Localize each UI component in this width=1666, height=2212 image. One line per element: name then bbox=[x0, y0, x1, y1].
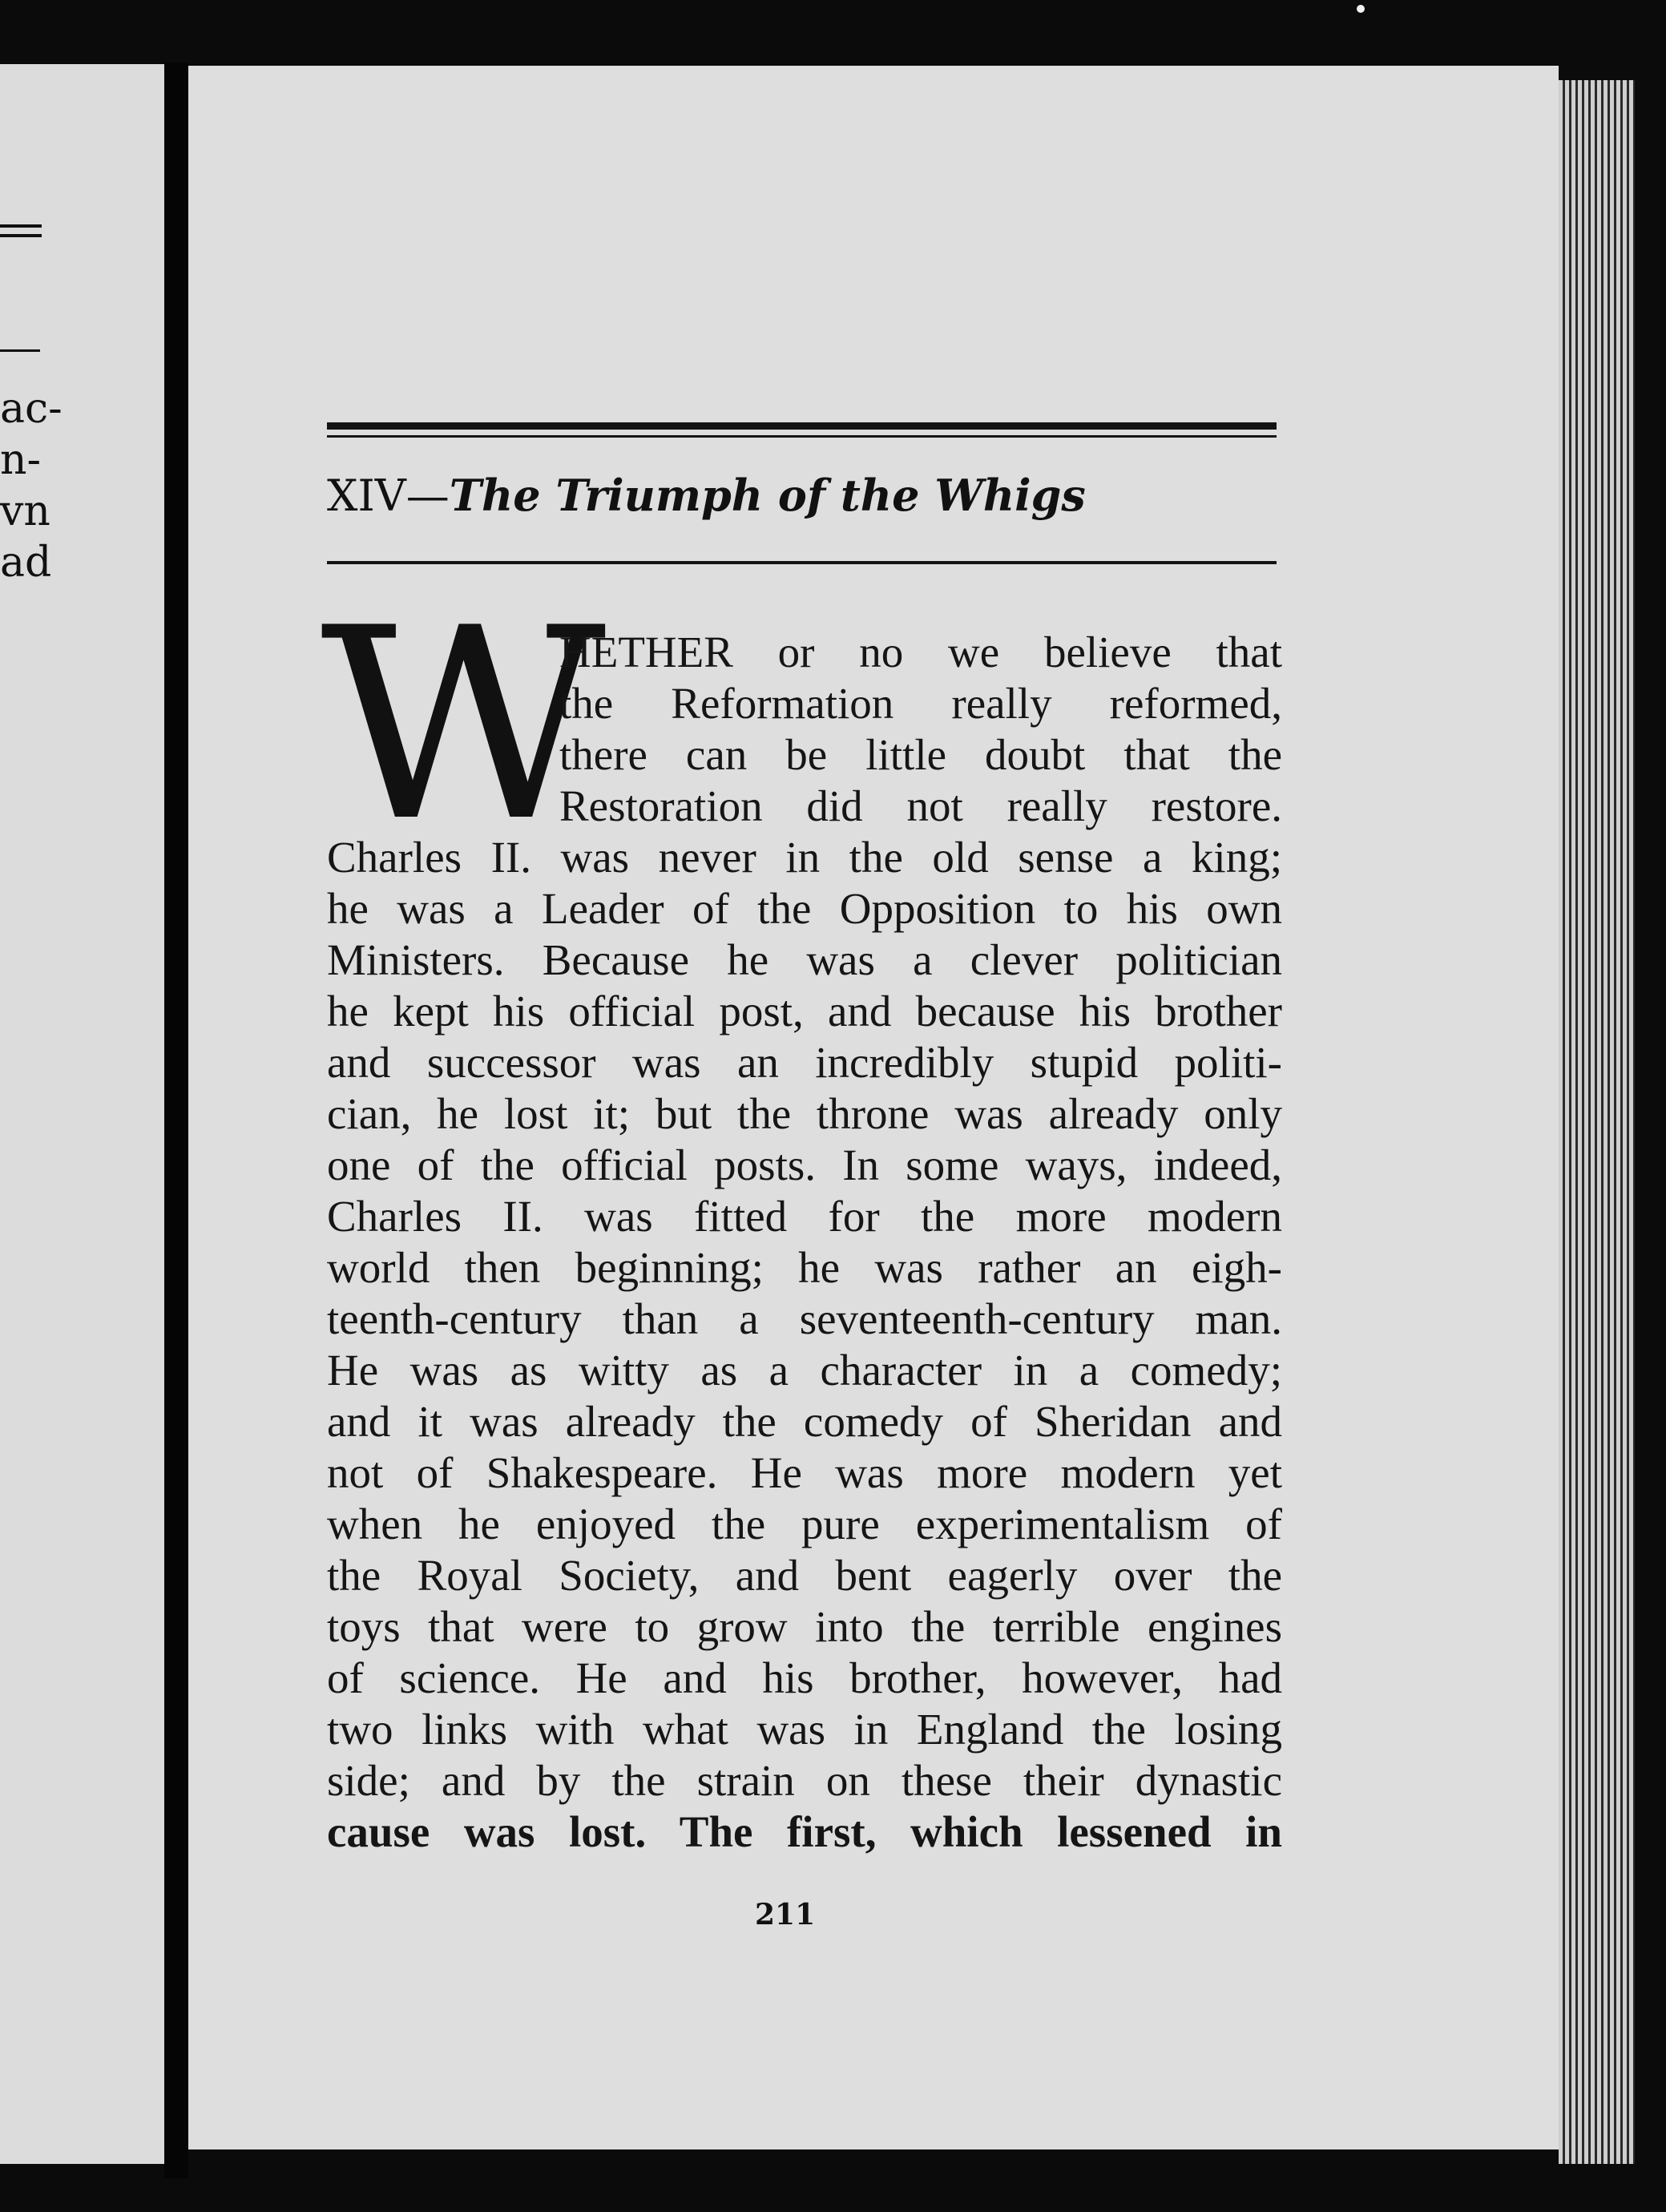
text-line: Restoration did not really restore. bbox=[559, 781, 1282, 830]
heading-underline-rule bbox=[327, 561, 1277, 564]
left-page-rule bbox=[0, 349, 40, 352]
text-line: cian, he lost it; but the throne was already only bbox=[327, 1089, 1282, 1138]
left-fragment: ac- bbox=[0, 385, 63, 433]
text-line: He was as witty as a character in a comedy; bbox=[327, 1346, 1282, 1395]
left-page-text-fragments bbox=[0, 383, 63, 588]
text-line: he was a Leader of the Opposition to his own bbox=[327, 884, 1282, 933]
page-edge-stack bbox=[1559, 80, 1635, 2164]
text-line: and successor was an incredibly stupid politi- bbox=[327, 1038, 1282, 1087]
page-number: 211 bbox=[755, 1898, 816, 1931]
chapter-separator: — bbox=[405, 470, 450, 521]
chapter-heading bbox=[327, 463, 1086, 528]
text-line: when he enjoyed the pure experimentalism of bbox=[327, 1500, 1282, 1548]
text-line: the Reformation really reformed, bbox=[559, 679, 1282, 728]
left-fragment: n- bbox=[0, 436, 42, 484]
text-line: not of Shakespeare. He was more modern yet bbox=[327, 1448, 1282, 1497]
text-line: toys that were to grow into the terrible engines bbox=[327, 1602, 1282, 1651]
chapter-title: The Triumph of the Whigs bbox=[449, 470, 1086, 521]
left-fragment: vn bbox=[0, 487, 50, 535]
book-gutter bbox=[164, 63, 188, 2178]
chapter-number: XIV bbox=[327, 470, 406, 521]
text-line: the Royal Society, and bent eagerly over the bbox=[327, 1551, 1282, 1600]
text-line: cause was lost. The first, which lessened in bbox=[327, 1807, 1282, 1856]
header-thick-rule bbox=[327, 422, 1277, 430]
left-facing-page bbox=[0, 64, 164, 2164]
text-line: there can be little doubt that the bbox=[559, 730, 1282, 779]
header-thin-rule bbox=[327, 435, 1277, 438]
text-line: and it was already the comedy of Sheridan and bbox=[327, 1397, 1282, 1446]
text-line: he kept his official post, and because his brother bbox=[327, 987, 1282, 1035]
text-line: Charles II. was never in the old sense a king; bbox=[327, 833, 1282, 882]
text-line: world then beginning; he was rather an eigh- bbox=[327, 1243, 1282, 1292]
left-fragment: ad bbox=[0, 539, 52, 587]
scan-speck bbox=[1357, 5, 1365, 13]
text-line: side; and by the strain on these their dynastic bbox=[327, 1756, 1282, 1805]
text-line: two links with what was in England the losing bbox=[327, 1705, 1282, 1754]
text-line: of science. He and his brother, however, had bbox=[327, 1653, 1282, 1702]
text-line: Charles II. was fitted for the more modern bbox=[327, 1192, 1282, 1241]
text-line: Ministers. Because he was a clever politician bbox=[327, 935, 1282, 984]
drop-cap-letter: W bbox=[321, 571, 607, 879]
text-line: HETHER or no we believe that bbox=[559, 628, 1282, 676]
text-line: one of the official posts. In some ways, indeed, bbox=[327, 1140, 1282, 1189]
left-page-double-rule bbox=[0, 224, 42, 228]
text-line: teenth-century than a seventeenth-century man. bbox=[327, 1294, 1282, 1343]
